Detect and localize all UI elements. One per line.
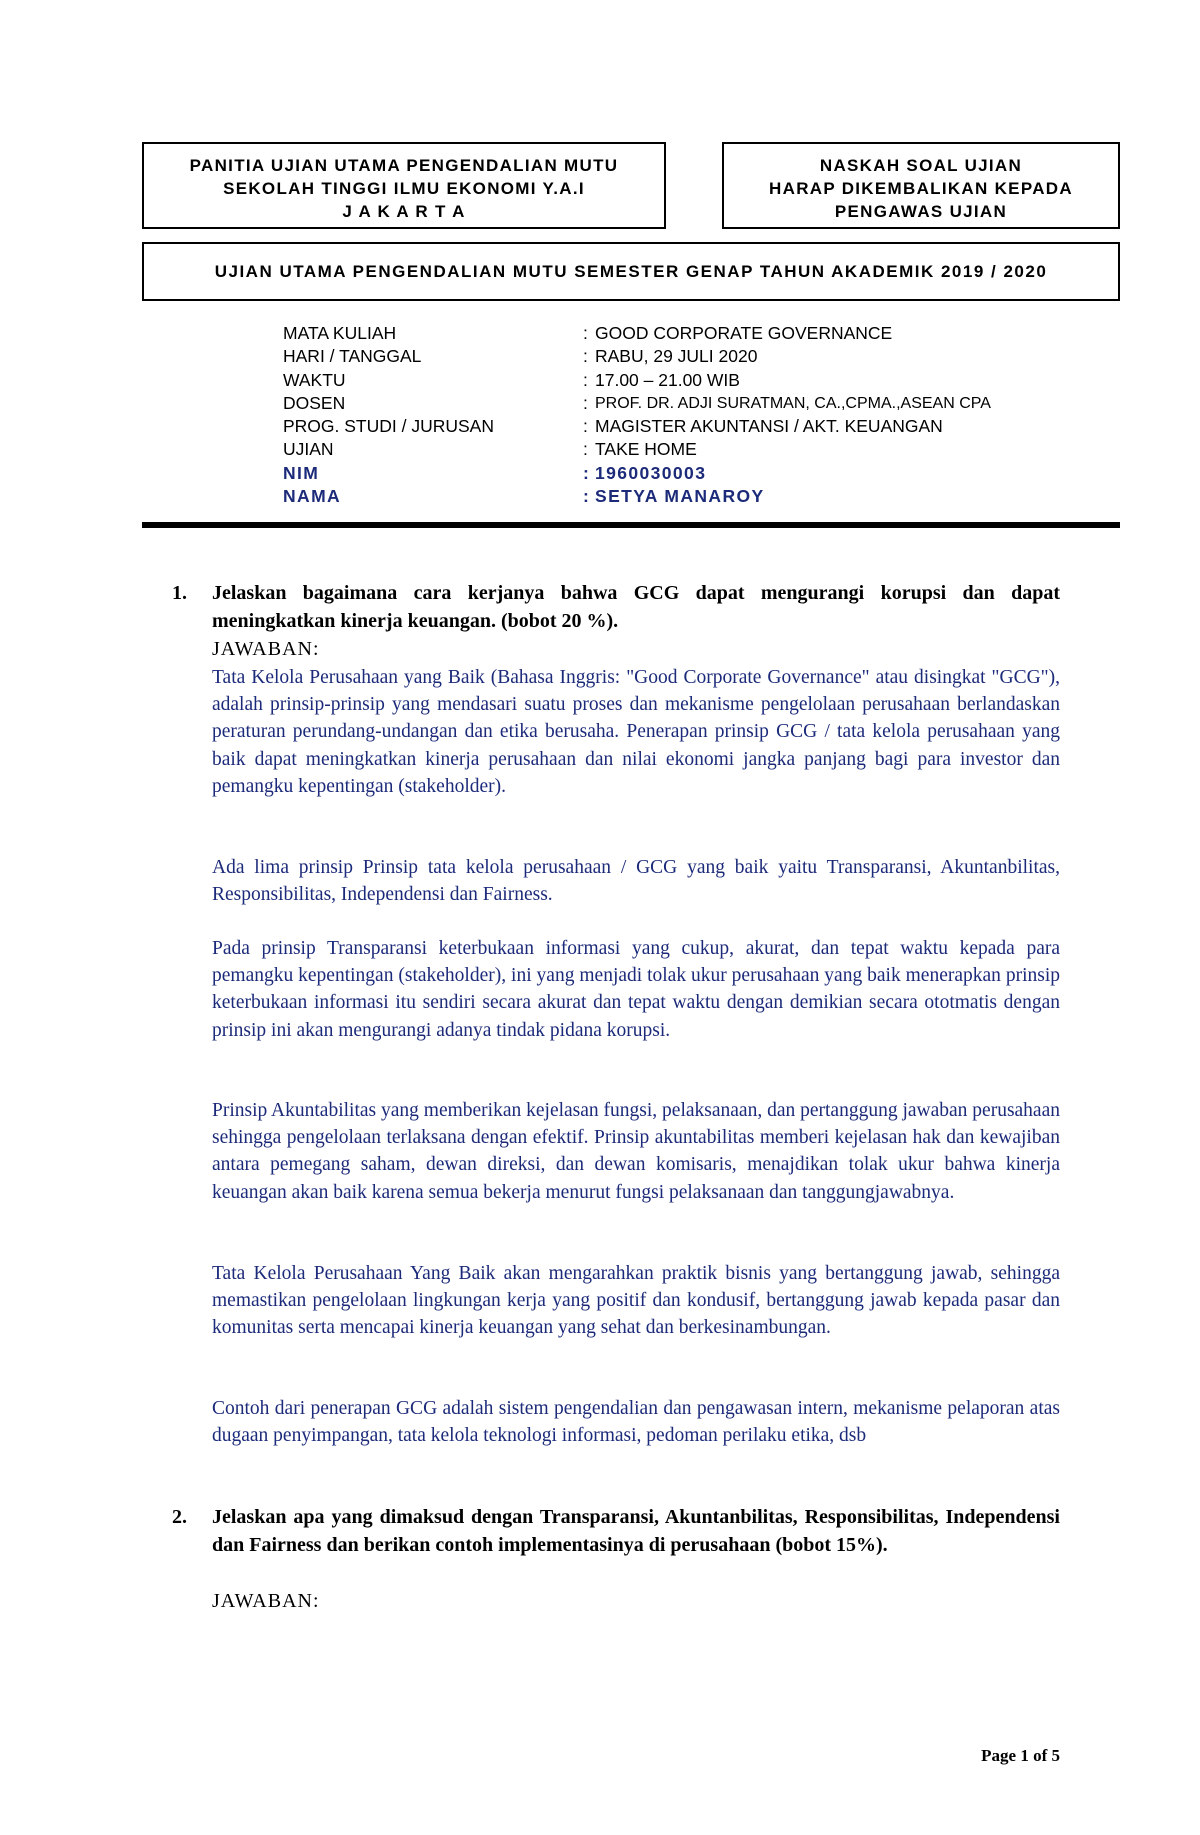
info-label: WAKTU bbox=[283, 369, 346, 390]
info-row-course bbox=[283, 322, 1103, 345]
question-text: Jelaskan bagaimana cara kerjanya bahwa GCG dapat mengurangi korupsi dan dapat meningkatkan kinerja keuangan. (bobot 20 %). bbox=[212, 582, 1060, 632]
info-value: SETYA MANAROY bbox=[595, 486, 765, 507]
notice-line: NASKAH SOAL UJIAN bbox=[819, 156, 1023, 175]
answer-label: JAWABAN: bbox=[212, 1590, 320, 1612]
city-line: J A K A R T A bbox=[342, 202, 466, 221]
info-separator: : bbox=[583, 416, 588, 437]
info-label: PROG. STUDI / JURUSAN bbox=[283, 416, 494, 437]
info-value: TAKE HOME bbox=[595, 439, 697, 460]
answer-paragraph: Tata Kelola Perusahaan yang Baik (Bahasa Inggris: "Good Corporate Governance" atau disingkat "GCG"), adalah prinsip-prinsip yang mendasari suatu proses dan mekanisme pengelolaan perusahaan berlandaskan peraturan perundang-undangan dan etika berusaha. Penerapan prinsip GCG / tata kelola perusahaan yang baik dapat meningkatkan kinerja perusahaan dan nilai ekonomi jangka panjang bagi para investor dan pemangku kepentingan (stakeholder). bbox=[212, 667, 1060, 797]
notice-line: HARAP DIKEMBALIKAN KEPADA bbox=[769, 179, 1073, 198]
question-number: 2. bbox=[172, 1506, 187, 1528]
info-row-date bbox=[283, 345, 1103, 368]
exam-info-table bbox=[283, 322, 1103, 508]
answer-label: JAWABAN: bbox=[212, 638, 320, 660]
info-row-exam-type bbox=[283, 438, 1103, 461]
info-value: RABU, 29 JULI 2020 bbox=[595, 346, 758, 367]
info-value: PROF. DR. ADJI SURATMAN, CA.,CPMA.,ASEAN CPA bbox=[595, 394, 991, 412]
info-row-time bbox=[283, 369, 1103, 392]
answer-paragraph: Prinsip Akuntabilitas yang memberikan kejelasan fungsi, pelaksanaan, dan pertanggung jawaban perusahaan sehingga pengelolaan terlaksana dengan efektif. Prinsip akuntabilitas memberi kejelasan hak dan kewajiban antara pemegang saham, dewan direksi, dan dewan komisaris, menajdikan tolak ukur bahwa kinerja keuangan akan baik karena semua bekerja menurut fungsi pelaksanaan dan tanggungjawabnya. bbox=[212, 1100, 1060, 1203]
committee-line: PANITIA UJIAN UTAMA PENGENDALIAN MUTU bbox=[189, 156, 619, 175]
info-separator: : bbox=[583, 486, 591, 507]
info-separator: : bbox=[583, 392, 588, 413]
exam-title-box bbox=[142, 242, 1120, 301]
info-label: NAMA bbox=[283, 486, 342, 507]
answer-paragraph: Pada prinsip Transparansi keterbukaan informasi yang cukup, akurat, dan tepat waktu kepada para pemangku kepentingan (stakeholder), ini yang menjadi tolak ukur perusahaan yang baik menerapkan prinsip keterbukaan informasi itu sendiri secara akurat dan tepat waktu dengan demikian secara ototmatis dengan prinsip ini akan mengurangi adanya tindak pidana korupsi. bbox=[212, 938, 1060, 1041]
notice-line: PENGAWAS UJIAN bbox=[834, 202, 1008, 221]
notice-header-box bbox=[722, 142, 1120, 229]
info-row-nim bbox=[283, 462, 1103, 485]
info-label: MATA KULIAH bbox=[283, 323, 397, 343]
info-row-lecturer bbox=[283, 392, 1103, 415]
question-number: 1. bbox=[172, 582, 187, 604]
info-separator: : bbox=[583, 346, 588, 367]
info-label: HARI / TANGGAL bbox=[283, 346, 422, 367]
info-value: MAGISTER AKUNTANSI / AKT. KEUANGAN bbox=[595, 416, 943, 437]
info-value: 1960030003 bbox=[595, 462, 707, 483]
info-label: UJIAN bbox=[283, 439, 334, 460]
school-line: SEKOLAH TINGGI ILMU EKONOMI Y.A.I bbox=[223, 179, 585, 198]
page-number: Page 1 of 5 bbox=[981, 1746, 1060, 1765]
info-separator: : bbox=[583, 439, 588, 460]
answer-paragraph: Tata Kelola Perusahaan Yang Baik akan mengarahkan praktik bisnis yang bertanggung jawab, sehingga memastikan pengelolaan lingkungan kerja yang positif dan kondusif, bertanggung jawab kepada pasar dan komunitas serta mencapai kinerja keuangan yang sehat dan berkesinambungan. bbox=[212, 1263, 1060, 1339]
exam-title: UJIAN UTAMA PENGENDALIAN MUTU SEMESTER GENAP TAHUN AKADEMIK 2019 / 2020 bbox=[214, 262, 1048, 281]
answer-paragraph: Contoh dari penerapan GCG adalah sistem pengendalian dan pengawasan intern, mekanisme pelaporan atas dugaan penyimpangan, tata kelola teknologi informasi, pedoman perilaku etika, dsb bbox=[212, 1398, 1060, 1447]
info-label: NIM bbox=[283, 462, 320, 483]
info-value: 17.00 – 21.00 WIB bbox=[595, 369, 740, 390]
info-separator: : bbox=[583, 323, 588, 343]
info-separator: : bbox=[583, 462, 591, 483]
question-text: Jelaskan apa yang dimaksud dengan Transparansi, Akuntanbilitas, Responsibilitas, Independensi dan Fairness dan berikan contoh implementasinya di perusahaan (bobot 15%). bbox=[212, 1506, 1060, 1556]
info-label: DOSEN bbox=[283, 392, 346, 413]
header-divider bbox=[142, 522, 1120, 528]
info-separator: : bbox=[583, 369, 588, 390]
info-value: GOOD CORPORATE GOVERNANCE bbox=[595, 323, 893, 343]
info-row-program bbox=[283, 415, 1103, 438]
answer-paragraph: Ada lima prinsip Prinsip tata kelola perusahaan / GCG yang baik yaitu Transparansi, Akuntanbilitas, Responsibilitas, Independensi dan Fairness. bbox=[212, 857, 1060, 906]
info-row-name bbox=[283, 485, 1103, 508]
committee-header-box bbox=[142, 142, 666, 229]
